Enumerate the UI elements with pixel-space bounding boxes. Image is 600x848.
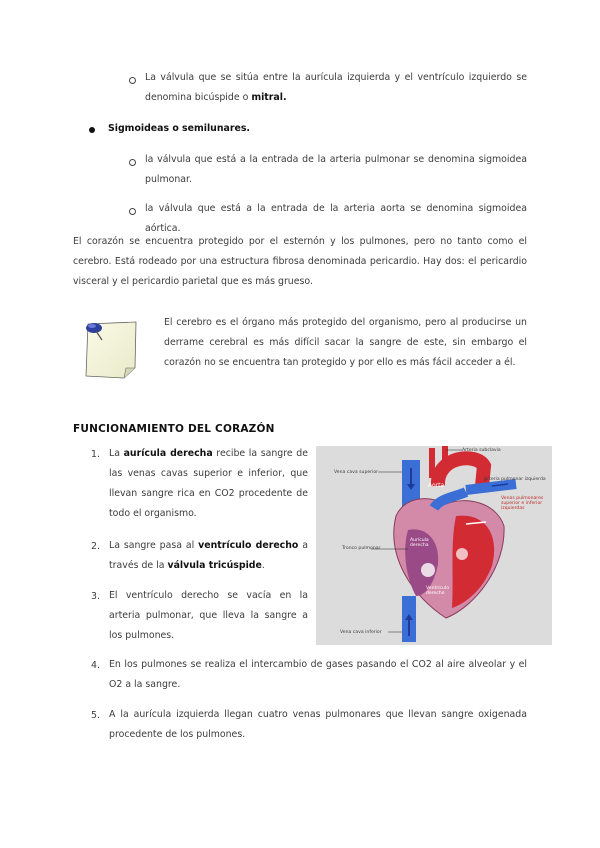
aortic-valve-text: la válvula que está a la entrada de la arteria aorta se denomina sigmoidea aórtica. [145, 203, 527, 234]
label-pulm-izq: Arteria pulmonar izquierda [484, 477, 546, 482]
step-number: 4. [91, 660, 100, 671]
label-venas-pulm: Venas pulmonares superior e inferior izquierdas [501, 496, 544, 511]
pulmonary-valve-text: la válvula que está a la entrada de la arteria pulmonar se denomina sigmoidea pulmonar. [145, 154, 527, 185]
step-4-text: En los pulmones se realiza el intercambio de gases pasando el CO2 al aire alveolar y el O2 a la sangre. [109, 659, 527, 690]
step-3-text: El ventrículo derecho se vacía en la arteria pulmonar, que lleva la sangre a los pulmones. [109, 590, 308, 641]
step-number: 3. [91, 591, 100, 602]
step-2-text: La sangre pasa al ventrículo derecho a través de la válvula tricúspide. [109, 540, 308, 571]
brain-heart-note: El cerebro es el órgano más protegido del organismo, pero al producirse un derrame cerebral es más difícil sacar la sangre de este, sin embargo el corazón no se encuentra tan protegido y por ello es más fácil acceder a él. [164, 317, 527, 368]
step-number: 5. [91, 710, 100, 721]
sub-bullet-circle [129, 77, 136, 84]
heart-diagram [316, 446, 552, 645]
sub-bullet-circle [129, 159, 136, 166]
step-number: 1. [91, 449, 100, 460]
label-cava-inf: Vena cava inferior [340, 630, 382, 635]
label-tronco: Tronco pulmonar [342, 546, 381, 551]
sigmoid-heading: Sigmoideas o semilunares. [108, 123, 250, 134]
step-1-text: La aurícula derecha recibe la sangre de las venas cavas superior e inferior, que llevan sangre rica en CO2 procedente de todo el organismo. [109, 448, 308, 519]
label-auricula: Aurícula derecha [410, 538, 429, 548]
pericardium-paragraph: El corazón se encuentra protegido por el esternón y los pulmones, pero no tanto como el cerebro. Está rodeado por una estructura fibrosa denominada pericardio. Hay dos: el pericardio visceral y el pericardio parietal que es más grueso. [73, 236, 527, 287]
sub-bullet-circle [129, 208, 136, 215]
label-ventriculo: Ventrículo derecho [426, 586, 450, 596]
bullet-dot [89, 127, 95, 133]
step-5-text: A la aurícula izquierda llegan cuatro venas pulmonares que llevan sangre oxigenada procedente de los pulmones. [109, 709, 527, 740]
label-subclavia: Arteria subclavia [462, 448, 501, 453]
label-cava-sup: Vena cava superior [334, 470, 379, 475]
step-number: 2. [91, 541, 100, 552]
pinned-note-icon [80, 318, 140, 380]
section-title: FUNCIONAMIENTO DEL CORAZÓN [73, 423, 275, 435]
mitral-valve-text: La válvula que se sitúa entre la aurícula izquierda y el ventrículo izquierdo se denomina bicúspide o mitral. [145, 72, 527, 103]
label-aorta: Aorta [428, 482, 445, 489]
